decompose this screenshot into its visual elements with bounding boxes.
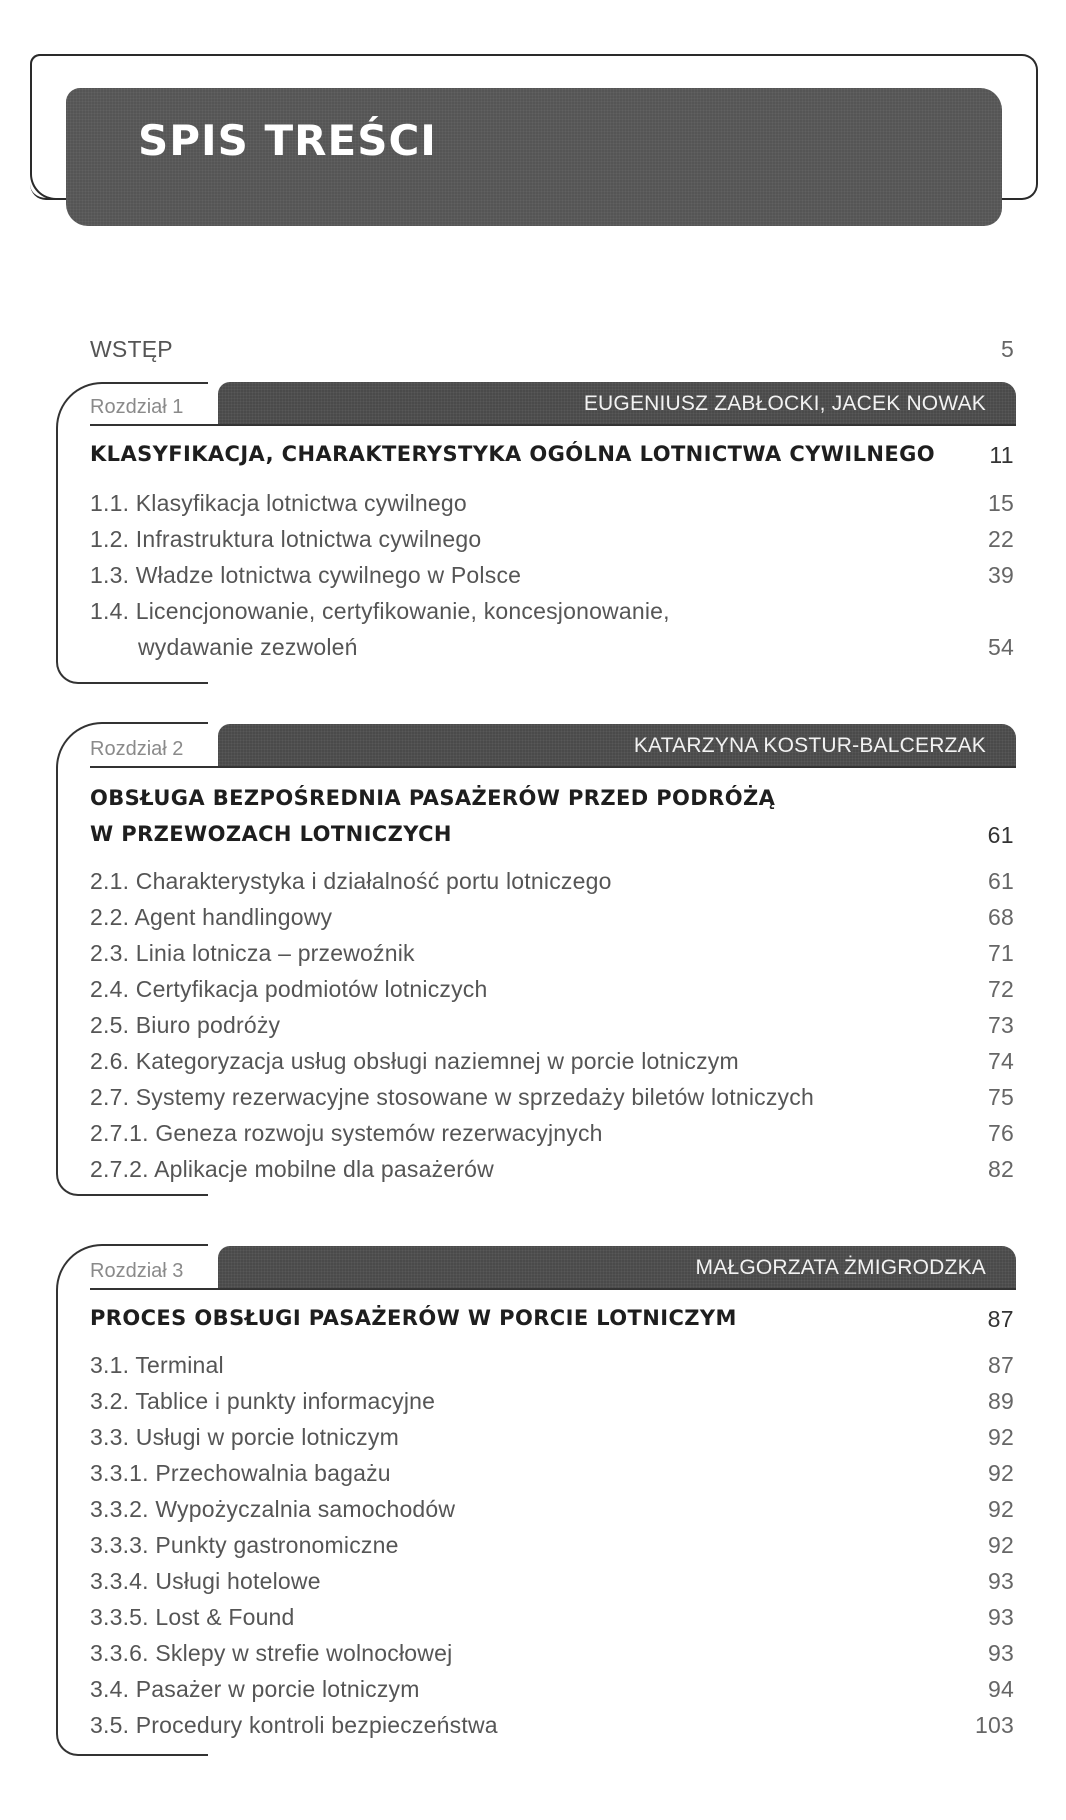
toc-entry-page: 71 bbox=[988, 940, 1014, 966]
toc-entry-label: 2.2. Agent handlingowy bbox=[90, 904, 333, 930]
toc-entry[interactable] bbox=[90, 1460, 1014, 1487]
toc-entry[interactable] bbox=[90, 634, 1014, 661]
toc-entry-label: 3.3.5. Lost & Found bbox=[90, 1604, 295, 1630]
toc-entry[interactable] bbox=[90, 904, 1014, 931]
page-title: SPIS TREŚCI bbox=[138, 116, 437, 165]
chapter-3-title[interactable] bbox=[90, 1306, 1014, 1330]
toc-entry[interactable] bbox=[90, 490, 1014, 517]
toc-entry-label: 3.3.3. Punkty gastronomiczne bbox=[90, 1532, 399, 1558]
toc-entry-label: 2.7.2. Aplikacje mobilne dla pasażerów bbox=[90, 1156, 494, 1182]
toc-entry[interactable] bbox=[90, 1012, 1014, 1039]
toc-entry-page: 72 bbox=[988, 976, 1014, 1002]
toc-entry[interactable] bbox=[90, 976, 1014, 1003]
toc-entry-label: 2.3. Linia lotnicza – przewoźnik bbox=[90, 940, 415, 966]
toc-entry-page: 75 bbox=[988, 1084, 1014, 1110]
toc-entry-page: 103 bbox=[975, 1712, 1014, 1738]
chapter-1-label: Rozdział 1 bbox=[90, 396, 184, 418]
toc-entry[interactable] bbox=[90, 1532, 1014, 1559]
chapter-2-rule bbox=[90, 766, 1016, 768]
toc-entry-label: 3.4. Pasażer w porcie lotniczym bbox=[90, 1676, 420, 1702]
toc-entry[interactable] bbox=[90, 562, 1014, 589]
toc-entry-label: 3.5. Procedury kontroli bezpieczeństwa bbox=[90, 1712, 498, 1738]
toc-entry-page: 87 bbox=[988, 1352, 1014, 1378]
toc-entry-label: 3.3.4. Usługi hotelowe bbox=[90, 1568, 321, 1594]
chapter-1-rule bbox=[90, 424, 1016, 426]
toc-entry-page: 76 bbox=[988, 1120, 1014, 1146]
toc-entry-label: 3.3. Usługi w porcie lotniczym bbox=[90, 1424, 399, 1450]
toc-entry[interactable] bbox=[90, 940, 1014, 967]
toc-entry-label: 1.1. Klasyfikacja lotnictwa cywilnego bbox=[90, 490, 467, 516]
toc-entry-page: 39 bbox=[988, 562, 1014, 588]
toc-entry-page: 93 bbox=[988, 1568, 1014, 1594]
toc-entry[interactable] bbox=[90, 1084, 1014, 1111]
toc-entry[interactable] bbox=[90, 1424, 1014, 1451]
toc-entry-label: 1.4. Licencjonowanie, certyfikowanie, koncesjonowanie, bbox=[90, 598, 670, 624]
chapter-title-text: PROCES OBSŁUGI PASAŻERÓW W PORCIE LOTNICZYM bbox=[90, 1306, 737, 1330]
toc-entry[interactable] bbox=[90, 1676, 1014, 1703]
toc-entry-page: 89 bbox=[988, 1388, 1014, 1414]
chapter-page: 87 bbox=[987, 1306, 1014, 1332]
toc-entry-page: 93 bbox=[988, 1640, 1014, 1666]
toc-entry[interactable] bbox=[90, 1604, 1014, 1631]
toc-entry-label: 3.3.6. Sklepy w strefie wolnocłowej bbox=[90, 1640, 453, 1666]
chapter-2-label: Rozdział 2 bbox=[90, 738, 184, 760]
chapter-2-title-line-2[interactable] bbox=[90, 822, 1014, 846]
toc-entry-page: 15 bbox=[988, 490, 1014, 516]
toc-entry-label: 2.5. Biuro podróży bbox=[90, 1012, 281, 1038]
toc-entry-page: 92 bbox=[988, 1424, 1014, 1450]
toc-entry[interactable] bbox=[90, 598, 1014, 625]
toc-entry-page: 5 bbox=[1001, 336, 1014, 362]
toc-entry-label: 3.3.1. Przechowalnia bagażu bbox=[90, 1460, 391, 1486]
toc-entry-label: wydawanie zezwoleń bbox=[138, 634, 358, 660]
toc-entry[interactable] bbox=[90, 1568, 1014, 1595]
chapter-title-text: KLASYFIKACJA, CHARAKTERYSTYKA OGÓLNA LOTNICTWA CYWILNEGO bbox=[90, 442, 935, 466]
chapter-1-authors: EUGENIUSZ ZABŁOCKI, JACEK NOWAK bbox=[583, 392, 986, 415]
toc-entry[interactable] bbox=[90, 1712, 1014, 1739]
chapter-3-authors: MAŁGORZATA ŻMIGRODZKA bbox=[695, 1256, 986, 1279]
chapter-page: 11 bbox=[989, 442, 1014, 468]
toc-entry[interactable] bbox=[90, 1156, 1014, 1183]
toc-entry[interactable] bbox=[90, 1496, 1014, 1523]
toc-entry-label: 2.1. Charakterystyka i działalność portu lotniczego bbox=[90, 868, 612, 894]
chapter-title-text: OBSŁUGA BEZPOŚREDNIA PASAŻERÓW PRZED PODRÓŻĄ bbox=[90, 786, 776, 810]
toc-entry-label: 2.6. Kategoryzacja usług obsługi naziemnej w porcie lotniczym bbox=[90, 1048, 739, 1074]
chapter-2-authors: KATARZYNA KOSTUR-BALCERZAK bbox=[633, 734, 986, 757]
toc-entry-label: 1.3. Władze lotnictwa cywilnego w Polsce bbox=[90, 562, 522, 588]
toc-entry[interactable] bbox=[90, 1640, 1014, 1667]
toc-entry-label: 2.7.1. Geneza rozwoju systemów rezerwacyjnych bbox=[90, 1120, 603, 1146]
toc-entry-page: 92 bbox=[988, 1460, 1014, 1486]
toc-entry[interactable] bbox=[90, 1352, 1014, 1379]
chapter-3-label: Rozdział 3 bbox=[90, 1260, 184, 1282]
toc-entry-label: 2.7. Systemy rezerwacyjne stosowane w sprzedaży biletów lotniczych bbox=[90, 1084, 814, 1110]
toc-entry[interactable] bbox=[90, 1048, 1014, 1075]
toc-entry-page: 61 bbox=[988, 868, 1014, 894]
toc-entry-label: WSTĘP bbox=[90, 336, 173, 362]
toc-entry-label: 3.1. Terminal bbox=[90, 1352, 224, 1378]
chapter-title-text: W PRZEWOZACH LOTNICZYCH bbox=[90, 822, 452, 846]
toc-entry-label: 3.2. Tablice i punkty informacyjne bbox=[90, 1388, 436, 1414]
toc-entry[interactable] bbox=[90, 1388, 1014, 1415]
toc-entry-page: 82 bbox=[988, 1156, 1014, 1182]
toc-entry-page: 68 bbox=[988, 904, 1014, 930]
toc-entry-page: 54 bbox=[988, 634, 1014, 660]
toc-entry-label: 2.4. Certyfikacja podmiotów lotniczych bbox=[90, 976, 488, 1002]
toc-entry-page: 92 bbox=[988, 1532, 1014, 1558]
toc-entry-page: 22 bbox=[988, 526, 1014, 552]
toc-entry-page: 73 bbox=[988, 1012, 1014, 1038]
toc-entry-page: 92 bbox=[988, 1496, 1014, 1522]
toc-entry-label: 1.2. Infrastruktura lotnictwa cywilnego bbox=[90, 526, 482, 552]
chapter-2-title-line-1[interactable] bbox=[90, 786, 1014, 810]
toc-entry-page: 93 bbox=[988, 1604, 1014, 1630]
toc-entry[interactable] bbox=[90, 1120, 1014, 1147]
toc-entry-intro[interactable] bbox=[90, 336, 1014, 363]
toc-entry[interactable] bbox=[90, 526, 1014, 553]
toc-entry-page: 74 bbox=[988, 1048, 1014, 1074]
chapter-page: 61 bbox=[987, 822, 1014, 848]
toc-entry[interactable] bbox=[90, 868, 1014, 895]
chapter-3-rule bbox=[90, 1288, 1016, 1290]
toc-entry-page: 94 bbox=[988, 1676, 1014, 1702]
toc-entry-label: 3.3.2. Wypożyczalnia samochodów bbox=[90, 1496, 456, 1522]
chapter-1-title[interactable] bbox=[90, 442, 1014, 466]
